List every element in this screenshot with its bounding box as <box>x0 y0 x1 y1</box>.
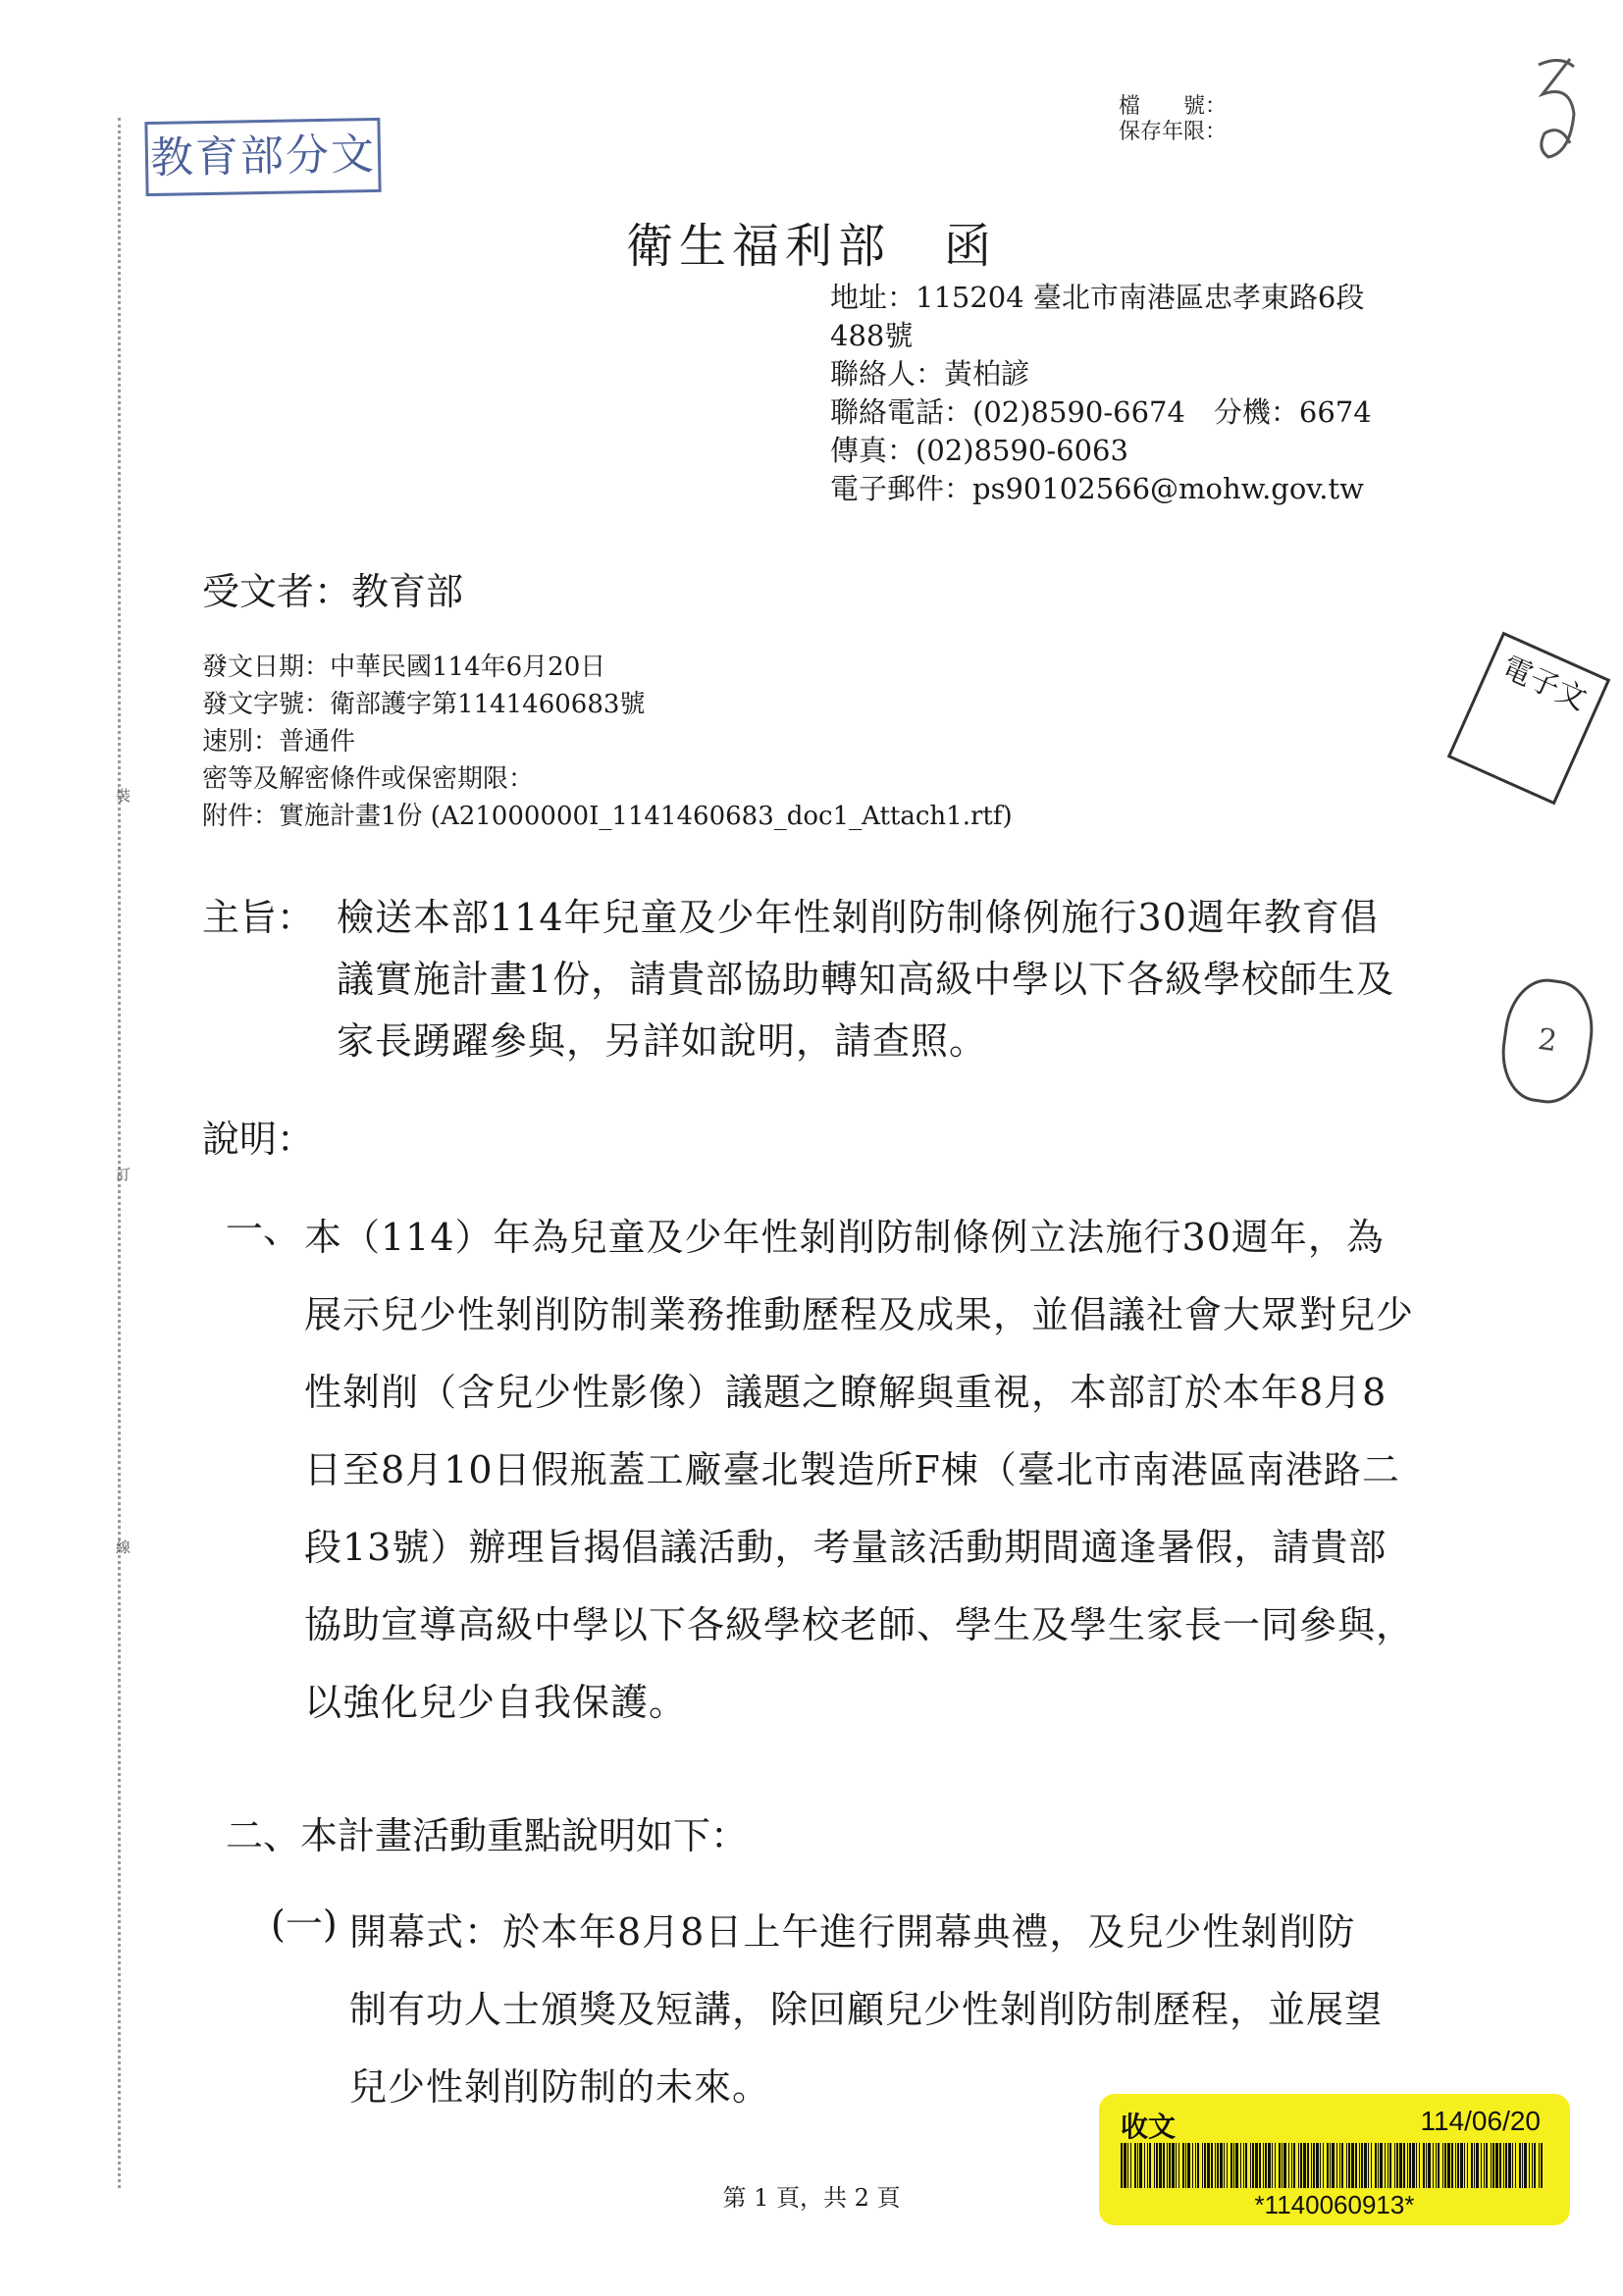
barcode-bar <box>1505 2143 1507 2188</box>
barcode-bar <box>1433 2143 1434 2188</box>
barcode-bar <box>1539 2143 1540 2188</box>
page-info: 第 1 頁，共 2 頁 <box>722 2184 901 2212</box>
barcode-bar <box>1503 2143 1504 2188</box>
contact-phone: 聯絡電話：(02)8590-6674 分機：6674 <box>830 395 1372 429</box>
barcode-bar <box>1474 2143 1475 2188</box>
barcode-icon <box>1121 2143 1548 2188</box>
barcode-bar <box>1355 2143 1357 2188</box>
barcode-bar <box>1495 2143 1498 2188</box>
barcode-bar <box>1508 2143 1511 2188</box>
barcode-bar <box>1486 2143 1488 2188</box>
barcode-bar <box>1403 2143 1405 2188</box>
receipt-sticker <box>1099 2094 1570 2225</box>
barcode-bar <box>1259 2143 1261 2188</box>
barcode-bar <box>1346 2143 1347 2188</box>
barcode-bar <box>1245 2143 1247 2188</box>
explanation-label: 說明： <box>202 1118 315 1161</box>
barcode-bar <box>1204 2143 1206 2188</box>
item2-sub1-text: 開幕式：於本年8月8日上午進行開幕典禮，及兒少性剝削防制有功人士頒獎及短講，除回顧兒少性剝削防制歷程，並展望兒少性剝削防制的未來。 <box>349 1910 1384 2109</box>
page-seal: 2 <box>1495 973 1600 1108</box>
barcode-bar <box>1303 2143 1306 2188</box>
binding-mark-zhuang: 裝 <box>116 787 131 805</box>
barcode-bar <box>1396 2143 1398 2188</box>
barcode-bar <box>1255 2143 1258 2188</box>
barcode-bar <box>1481 2143 1482 2188</box>
barcode-bar <box>1139 2143 1142 2188</box>
barcode-bar <box>1428 2143 1431 2188</box>
barcode-bar <box>1300 2143 1302 2188</box>
barcode-bar <box>1121 2143 1123 2188</box>
barcode-bar <box>1412 2143 1415 2188</box>
barcode-bar <box>1243 2143 1244 2188</box>
barcode-bar <box>1541 2143 1543 2188</box>
item1-text: 本（114）年為兒童及少年性剝削防制條例立法施行30週年，為展示兒少性剝削防制業務推動歷程及成果，並倡議社會大眾對兒少性剝削（含兒少性影像）議題之瞭解與重視，本部訂於本年8月8日至8月10日假瓶蓋工廠臺北製造所F棟（臺北市南港區南港路二段13號）辦理旨揭倡議活動，考量該活動期間適逢暑假，請貴部協助宣導高級中學以下各級學校老師、學生及學生家長一同參與，以強化兒少自我保護。 <box>304 1216 1415 1724</box>
barcode-bar <box>1137 2143 1138 2188</box>
barcode-bar <box>1192 2143 1193 2188</box>
document-number: 發文字號：衛部護字第1141460683號 <box>202 690 646 719</box>
receipt-date: 114/06/20 <box>1420 2106 1541 2136</box>
barcode-bar <box>1409 2143 1411 2188</box>
barcode-bar <box>1282 2143 1283 2188</box>
barcode-bar <box>1288 2143 1289 2188</box>
barcode-bar <box>1332 2143 1335 2188</box>
barcode-bar <box>1167 2143 1168 2188</box>
barcode-bar <box>1524 2143 1527 2188</box>
address-line1: 地址：115204 臺北市南港區忠孝東路6段 <box>830 281 1365 314</box>
receipt-label: 收文 <box>1121 2112 1177 2142</box>
barcode-bar <box>1457 2143 1459 2188</box>
barcode-bar <box>1240 2143 1241 2188</box>
barcode-bar <box>1339 2143 1340 2188</box>
barcode-bar <box>1130 2143 1131 2188</box>
barcode-bar <box>1394 2143 1395 2188</box>
barcode-bar <box>1134 2143 1136 2188</box>
barcode-bar <box>1371 2143 1372 2188</box>
barcode-bar <box>1316 2143 1319 2188</box>
barcode-bar <box>1464 2143 1465 2188</box>
secrecy-level: 密等及解密條件或保密期限： <box>202 764 535 794</box>
barcode-bar <box>1227 2143 1228 2188</box>
barcode-bar <box>1532 2143 1533 2188</box>
barcode-bar <box>1250 2143 1251 2188</box>
barcode-bar <box>1522 2143 1523 2188</box>
barcode-bar <box>1307 2143 1309 2188</box>
barcode-bar <box>1187 2143 1190 2188</box>
handwritten-mark-icon <box>1531 55 1580 173</box>
barcode-bar <box>1207 2143 1210 2188</box>
file-number-label: 檔 號： <box>1119 94 1228 119</box>
barcode-bar <box>1442 2143 1443 2188</box>
issue-date: 發文日期：中華民國114年6月20日 <box>202 652 606 682</box>
barcode-bar <box>1252 2143 1254 2188</box>
address-line2: 488號 <box>830 319 914 352</box>
barcode-bar <box>1163 2143 1165 2188</box>
barcode-bar <box>1172 2143 1175 2188</box>
barcode-bar <box>1336 2143 1337 2188</box>
barcode-bar <box>1265 2143 1267 2188</box>
barcode-bar <box>1178 2143 1179 2188</box>
barcode-bar <box>1471 2143 1473 2188</box>
distribution-stamp: 教育部分文 <box>144 118 381 196</box>
barcode-bar <box>1375 2143 1377 2188</box>
barcode-bar <box>1416 2143 1417 2188</box>
barcode-bar <box>1202 2143 1203 2188</box>
barcode-bar <box>1235 2143 1238 2188</box>
barcode-bar <box>1283 2143 1286 2188</box>
barcode-bar <box>1438 2143 1440 2188</box>
issue-meta <box>202 649 1013 835</box>
barcode-bar <box>1323 2143 1324 2188</box>
barcode-bar <box>1444 2143 1446 2188</box>
barcode-bar <box>1426 2143 1427 2188</box>
barcode-bar <box>1233 2143 1234 2188</box>
barcode-bar <box>1341 2143 1343 2188</box>
barcode-bar <box>1298 2143 1299 2188</box>
contact-person: 聯絡人：黃柏諺 <box>830 357 1030 391</box>
barcode-bar <box>1519 2143 1521 2188</box>
contact-fax: 傳真：(02)8590-6063 <box>830 434 1128 467</box>
barcode-bar <box>1268 2143 1271 2188</box>
barcode-bar <box>1359 2143 1360 2188</box>
barcode-bar <box>1419 2143 1420 2188</box>
barcode-bar <box>1320 2143 1321 2188</box>
barcode-bar <box>1399 2143 1402 2188</box>
subject-text: 檢送本部114年兒童及少年性剝削防制條例施行30週年教育倡議實施計畫1份，請貴部協助轉知高級中學以下各級學校師生及家長踴躍參與，另詳如說明，請查照。 <box>337 896 1395 1063</box>
barcode-bar <box>1263 2143 1264 2188</box>
barcode-bar <box>1499 2143 1501 2188</box>
barcode-bar <box>1447 2143 1450 2188</box>
contact-email: 電子郵件：ps90102566@mohw.gov.tw <box>830 472 1364 505</box>
barcode-bar <box>1389 2143 1391 2188</box>
barcode-bar <box>1176 2143 1177 2188</box>
barcode-bar <box>1169 2143 1171 2188</box>
barcode-bar <box>1147 2143 1148 2188</box>
barcode-bar <box>1515 2143 1516 2188</box>
barcode-bar <box>1330 2143 1331 2188</box>
attachment: 附件：實施計畫1份 (A21000000I_1141460683_doc1_Attach1.rtf) <box>202 802 1013 831</box>
barcode-bar <box>1197 2143 1199 2188</box>
electronic-seal: 電子文 <box>1447 632 1611 806</box>
binding-line <box>118 118 121 2188</box>
barcode-bar <box>1385 2143 1386 2188</box>
barcode-bar <box>1291 2143 1292 2188</box>
subject-label: 主旨： <box>202 896 315 939</box>
barcode-bar <box>1215 2143 1216 2188</box>
barcode-bar <box>1512 2143 1513 2188</box>
barcode-bar <box>1220 2143 1223 2188</box>
barcode-bar <box>1293 2143 1295 2188</box>
barcode-bar <box>1182 2143 1184 2188</box>
barcode-bar <box>1364 2143 1367 2188</box>
barcode-bar <box>1313 2143 1315 2188</box>
speed-category: 速別：普通件 <box>202 727 356 757</box>
barcode-bar <box>1127 2143 1128 2188</box>
retention-label: 保存年限： <box>1119 120 1228 144</box>
barcode-bar <box>1423 2143 1425 2188</box>
barcode-bar <box>1476 2143 1479 2188</box>
item2-heading: 二、本計畫活動重點說明如下： <box>226 1814 749 1857</box>
barcode-bar <box>1491 2143 1492 2188</box>
barcode-bar <box>1407 2143 1408 2188</box>
barcode-bar <box>1217 2143 1219 2188</box>
barcode-bar <box>1154 2143 1155 2188</box>
barcode-bar <box>1159 2143 1162 2188</box>
barcode-bar <box>1275 2143 1276 2188</box>
barcode-bar <box>1534 2143 1536 2188</box>
barcode-bar <box>1455 2143 1456 2188</box>
receipt-number: *1140060913* <box>1254 2190 1415 2219</box>
barcode-bar <box>1351 2143 1354 2188</box>
barcode-bar <box>1224 2143 1225 2188</box>
barcode-bar <box>1368 2143 1369 2188</box>
barcode-bar <box>1272 2143 1273 2188</box>
barcode-bar <box>1230 2143 1232 2188</box>
barcode-bar <box>1387 2143 1388 2188</box>
barcode-bar <box>1436 2143 1437 2188</box>
barcode-bar <box>1529 2143 1530 2188</box>
barcode-bar <box>1149 2143 1151 2188</box>
barcode-bar <box>1451 2143 1453 2188</box>
barcode-bar <box>1124 2143 1126 2188</box>
barcode-bar <box>1327 2143 1329 2188</box>
binding-mark-ding: 訂 <box>116 1166 131 1183</box>
recipient: 受文者：教育部 <box>202 570 464 613</box>
barcode-bar <box>1361 2143 1363 2188</box>
file-meta <box>1119 94 1227 145</box>
barcode-bar <box>1460 2143 1463 2188</box>
barcode-bar <box>1492 2143 1494 2188</box>
contact-block <box>830 279 1372 508</box>
barcode-bar <box>1378 2143 1379 2188</box>
barcode-bar <box>1156 2143 1158 2188</box>
barcode-bar <box>1348 2143 1350 2188</box>
barcode-bar <box>1311 2143 1312 2188</box>
item1-number: 一、 <box>226 1208 301 1251</box>
barcode-bar <box>1144 2143 1145 2188</box>
barcode-bar <box>1467 2143 1468 2188</box>
barcode-bar <box>1484 2143 1485 2188</box>
barcode-bar <box>1185 2143 1186 2188</box>
document-title: 衛生福利部 函 <box>625 219 997 274</box>
barcode-bar <box>1195 2143 1196 2188</box>
binding-mark-xian: 線 <box>116 1539 131 1556</box>
barcode-bar <box>1279 2143 1281 2188</box>
item2-sub1-number: (一) <box>271 1903 338 1946</box>
barcode-bar <box>1380 2143 1383 2188</box>
barcode-bar <box>1211 2143 1213 2188</box>
